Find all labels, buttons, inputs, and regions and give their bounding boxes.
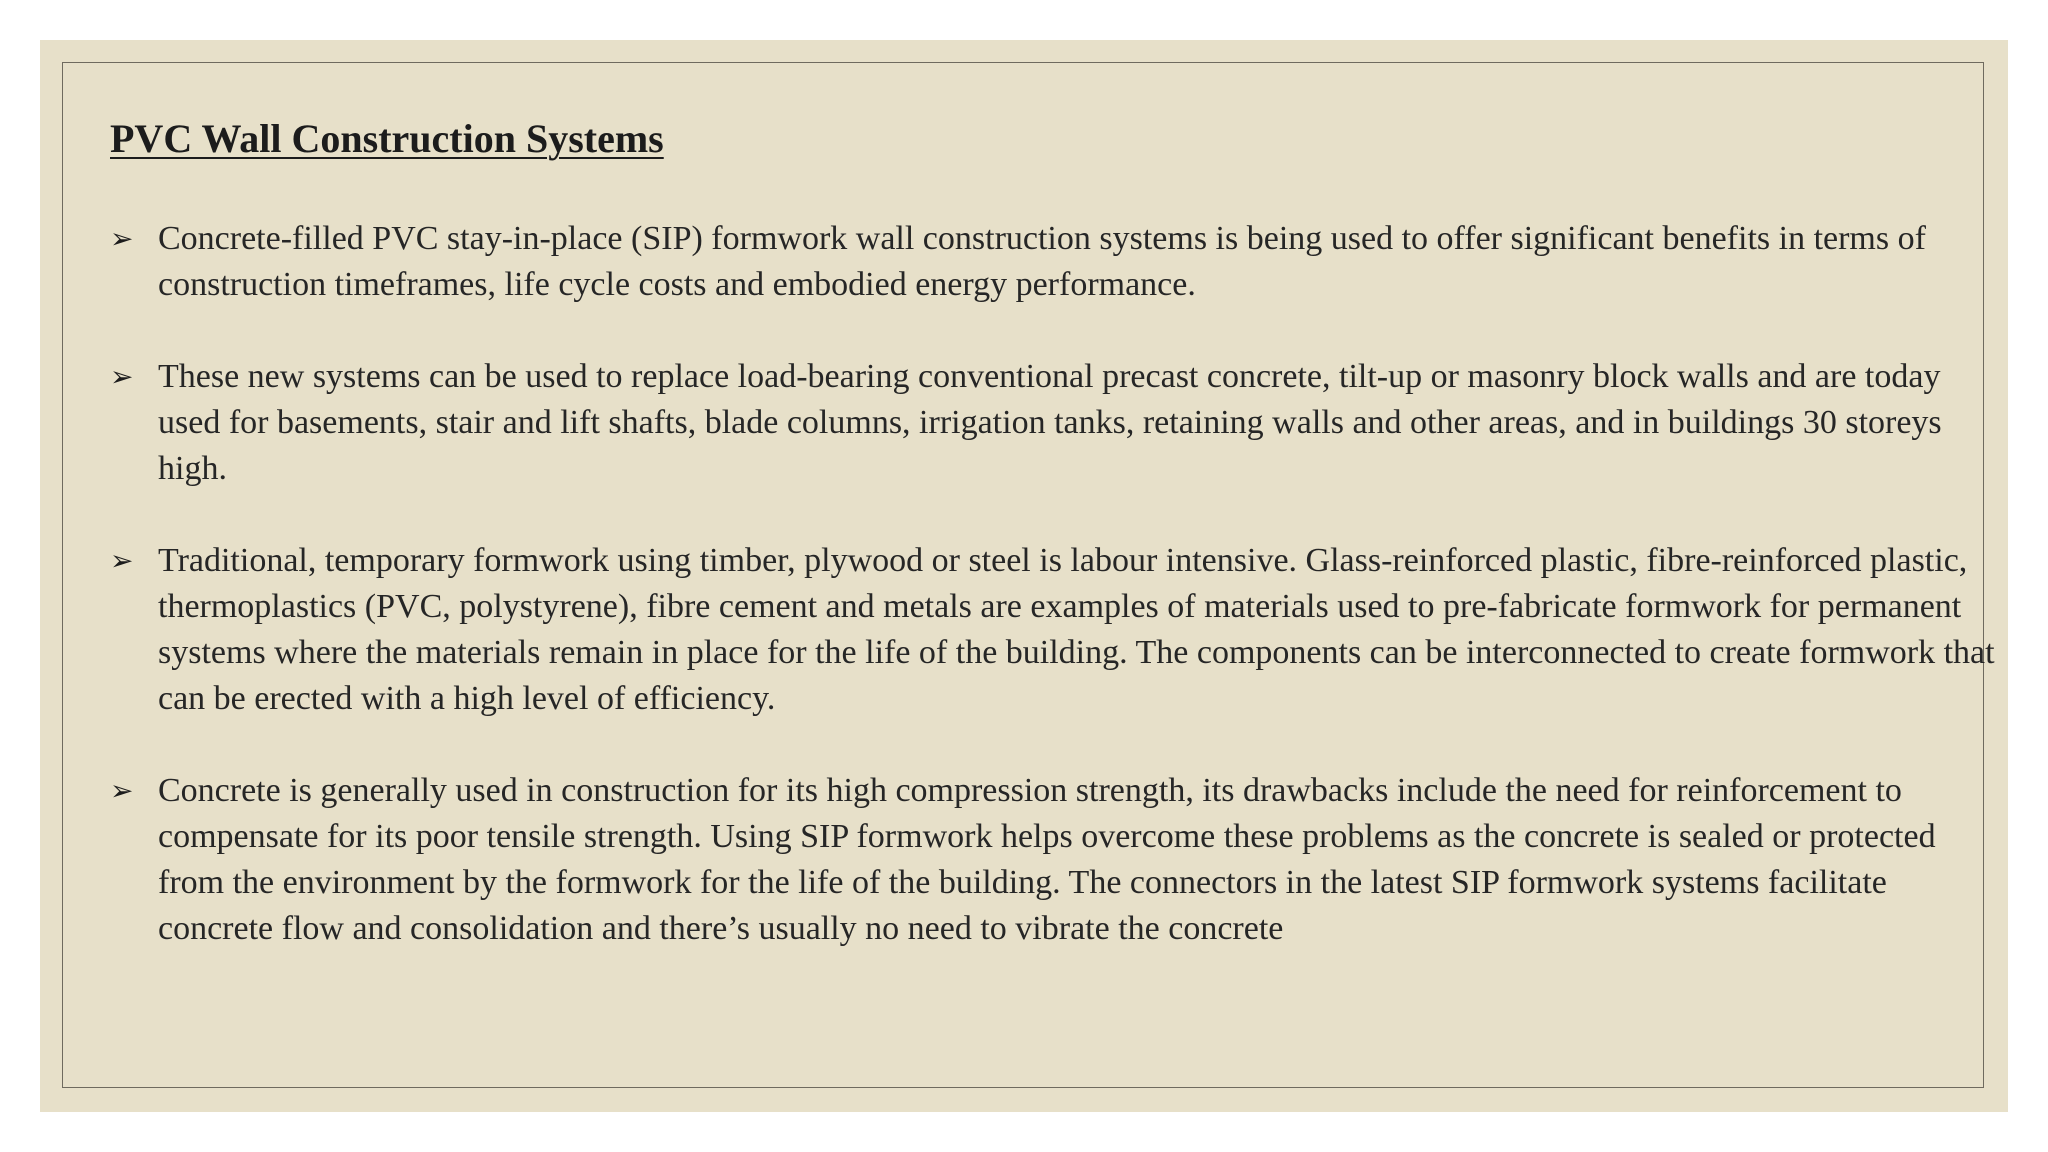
slide-title: PVC Wall Construction Systems [110,116,664,161]
bullet-text: Concrete is generally used in construction for its high compression strength, its drawbacks include the need for reinforcement to compensate for its poor tensile strength. Using SIP formwork helps overcome these problems as the concrete is sealed or protected from the environment by the formwork for the life of the building. The connectors in the latest SIP formwork systems facilitate concrete flow and consolidation and there’s usually no need to vibrate the concrete [158,772,1936,947]
bullet-item [110,216,2000,308]
bullet-text: Concrete-filled PVC stay-in-place (SIP) formwork wall construction systems is being used to offer significant benefits in terms of construction timeframes, life cycle costs and embodied energy performance. [158,220,1926,303]
bullet-text: Traditional, temporary formwork using timber, plywood or steel is labour intensive. Glass-reinforced plastic, fibre-reinforced plastic, thermoplastics (PVC, polystyrene), fibre cement and metals are examples of materials used to pre-fabricate formwork for permanent systems where the materials remain in place for the life of the building. The components can be interconnected to create formwork that can be erected with a high level of efficiency. [158,542,1995,717]
bullet-item [110,354,2000,492]
slide [40,40,2008,1112]
bullet-list [110,216,2000,998]
arrow-bullet-icon: ➢ [110,360,134,393]
arrow-bullet-icon: ➢ [110,774,134,807]
arrow-bullet-icon: ➢ [110,544,134,577]
bullet-item [110,768,2000,952]
bullet-text: These new systems can be used to replace load-bearing conventional precast concrete, tilt-up or masonry block walls and are today used for basements, stair and lift shafts, blade columns, irrigation tanks, retaining walls and other areas, and in buildings 30 storeys high. [158,358,1942,487]
bullet-item [110,538,2000,722]
arrow-bullet-icon: ➢ [110,222,134,255]
